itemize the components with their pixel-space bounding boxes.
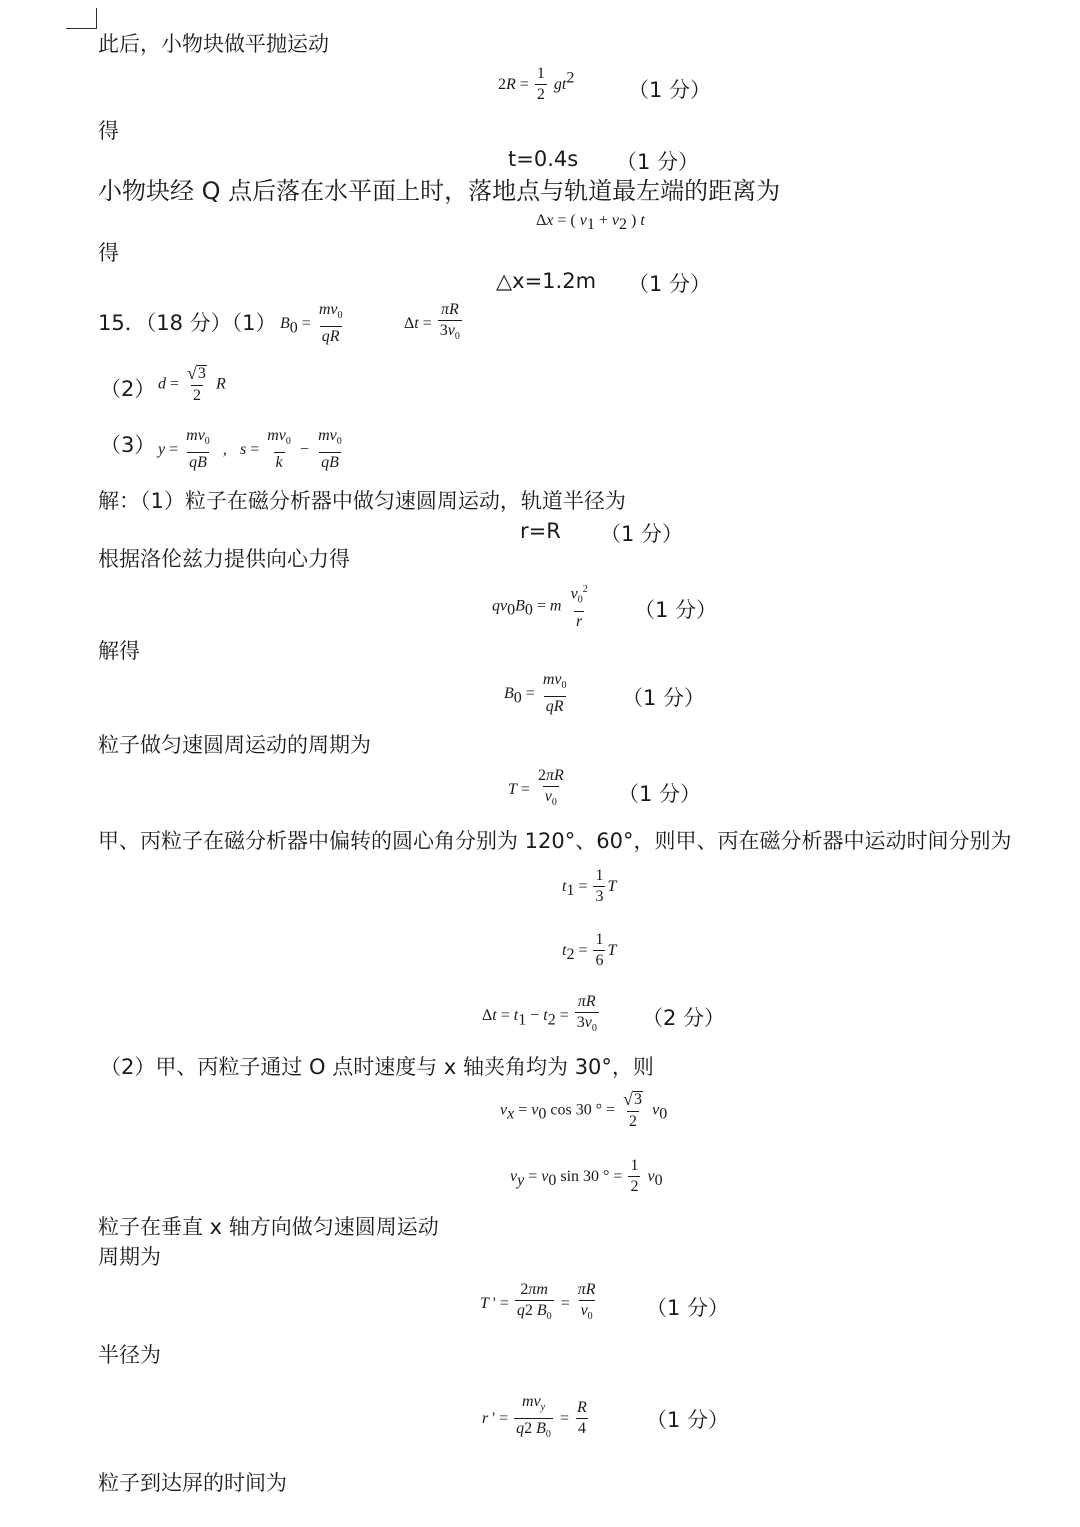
text-line: 粒子到达屏的时间为 (98, 1471, 287, 1495)
text-line: 解：（1）粒子在磁分析器中做匀速圆周运动，轨道半径为 (98, 489, 626, 513)
formula-delta-t: Δt = $\frac{\pi R}{3v_0}$ (404, 302, 464, 345)
score-mark: （1 分） (646, 1408, 730, 1432)
text-line: 粒子做匀速圆周运动的周期为 (98, 733, 371, 757)
formula-vx: $v_x = v_0$ cos 30 ° = √ 3 2 $v_0$ (500, 1089, 668, 1130)
text-line: 小物块经 Q 点后落在水平面上时，落地点与轨道最左端的距离为 (98, 177, 781, 205)
formula-t1: $t_1$ = $\frac{1}{3}$ T (562, 867, 617, 905)
text-line: 甲、丙粒子在磁分析器中偏转的圆心角分别为 120°、60°，则甲、丙在磁分析器中运动时间分别为 (98, 829, 1012, 853)
formula-B0: $B_0$ = $\frac{mv_0}{qR}$ (280, 301, 343, 346)
formula-y-s: y = $\frac{mv_0}{qB}$ , s = $\frac{mv_0}{k}$ − $\frac{mv_0}{qB}$ (158, 427, 342, 472)
part-label: （3） (100, 433, 156, 457)
formula-dx: Δx = ( $v_1 + v_2$ ) t (536, 212, 645, 234)
score-mark: （2 分） (642, 1006, 726, 1030)
score-mark: （1 分） (646, 1296, 730, 1320)
text-line: 得 (98, 119, 119, 143)
formula-t2: $t_2$ = $\frac{1}{6}$ T (562, 931, 617, 969)
score-mark: （1 分） (616, 150, 700, 174)
score-mark: （1 分） (628, 272, 712, 296)
text-line: 此后，小物块做平抛运动 (98, 32, 329, 56)
formula-vy: $v_y = v_0$ sin 30 ° = $\frac{1}{2}$ $v_0$ (510, 1157, 663, 1195)
result-t: t=0.4s (508, 147, 579, 171)
formula-delta-t-solved: $\Delta t = t_1 - t_2$ = $\frac{\pi R}{3v_0}$ (482, 994, 601, 1037)
corner-mark-horizontal (66, 28, 96, 29)
score-mark: （1 分） (634, 598, 718, 622)
question-header: 15．（18 分）（1） (98, 311, 277, 335)
text-line: 粒子在垂直 x 轴方向做匀速圆周运动 (98, 1215, 439, 1239)
formula-B0-solved: $B_0$ = $\frac{mv_0}{qR}$ (504, 671, 567, 716)
result-dx: △x=1.2m (496, 269, 597, 293)
score-mark: （1 分） (628, 78, 712, 102)
text-line: （2）甲、丙粒子通过 O 点时速度与 x 轴夹角均为 30°，则 (100, 1055, 654, 1079)
result-r: r=R (520, 519, 561, 543)
part-label: （2） (100, 377, 156, 401)
formula-d: d = √ 3 2 R (158, 363, 226, 404)
score-mark: （1 分） (618, 782, 702, 806)
score-mark: （1 分） (600, 522, 684, 546)
formula-r-prime: r ' = $\frac{mv_y}{q2 B_0}$ = $\frac{R}{4}$ (482, 1394, 591, 1443)
text-line: 周期为 (98, 1245, 161, 1269)
text-line: 半径为 (98, 1343, 161, 1367)
score-mark: （1 分） (622, 686, 706, 710)
text-line: 根据洛伦兹力提供向心力得 (98, 547, 350, 571)
text-line: 解得 (98, 639, 140, 663)
text-line: 得 (98, 241, 119, 265)
formula-lorentz: $qv_0B_0 = m$ $\frac{v_0^2}{r}$ (492, 584, 588, 630)
formula-T-prime: T ' = $\frac{2\pi m}{q2 B_0}$ = $\frac{\pi R}{v_0}$ (480, 1282, 600, 1325)
formula-T: T = $\frac{2\pi R}{v_0}$ (508, 768, 568, 811)
corner-mark-vertical (96, 8, 97, 29)
formula-2R: 2R = $\frac{1}{2}$ $gt^2$ (498, 65, 575, 103)
